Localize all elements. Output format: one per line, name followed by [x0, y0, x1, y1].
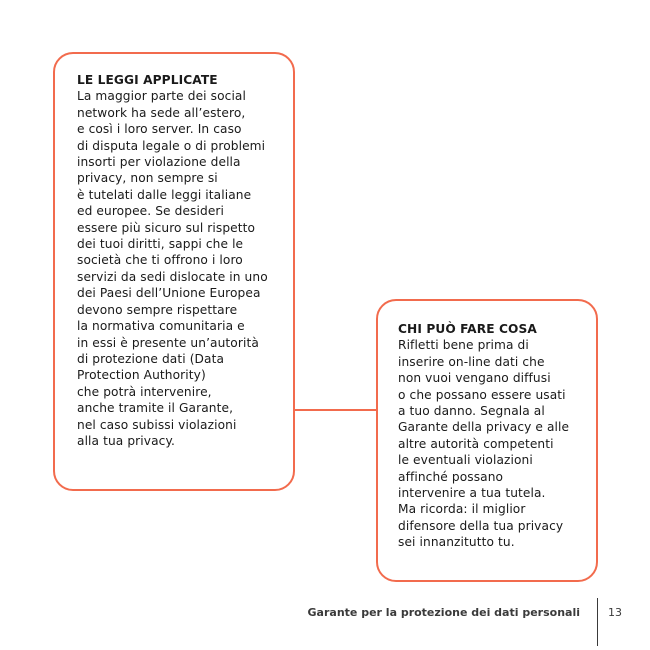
box-text-line: essere più sicuro sul rispetto — [77, 220, 256, 235]
box-text-line: nel caso subissi violazioni — [77, 417, 237, 432]
box-text-line: alla tua privacy. — [77, 433, 175, 448]
box-text-line: inserire on-line dati che — [398, 354, 545, 369]
box-text-line: le eventuali violazioni — [398, 453, 533, 468]
box-text-line: insorti per violazione della — [77, 155, 241, 170]
box-text-line: La maggior parte dei social — [77, 89, 246, 104]
box-text-line: a tuo danno. Segnala al — [398, 404, 545, 419]
box-text-line: o che possano essere usati — [398, 387, 566, 402]
box-text-line: che potrà intervenire, — [77, 384, 212, 399]
box-text-line: dei tuoi diritti, sappi che le — [77, 237, 244, 252]
box-text-line: servizi da sedi dislocate in uno — [77, 269, 268, 284]
box-text-line: Ma ricorda: il miglior — [398, 502, 526, 517]
box-text-line: anche tramite il Garante, — [77, 401, 234, 416]
box-body — [398, 337, 586, 550]
box-title: LE LEGGI APPLICATE — [77, 73, 218, 87]
box-text-line: società che ti offrono i loro — [77, 253, 243, 268]
box-text-line: la normativa comunitaria e — [77, 319, 245, 334]
box-text-line: devono sempre rispettare — [77, 302, 238, 317]
box-text-line: è tutelati dalle leggi italiane — [77, 187, 252, 202]
box-text-line: network ha sede all’estero, — [77, 105, 246, 120]
box-text-line: ed europee. Se desideri — [77, 204, 225, 219]
box-text-line: altre autorità competenti — [398, 436, 554, 451]
page-number: 13 — [608, 606, 622, 619]
footer-publisher: Garante per la protezione dei dati personali — [307, 606, 580, 619]
box-text-line: Rifletti bene prima di — [398, 338, 529, 353]
box-text-line: sei innanzitutto tu. — [398, 535, 515, 550]
box-text-line: e così i loro server. In caso — [77, 122, 242, 137]
box-text-line: Garante della privacy e alle — [398, 420, 570, 435]
box-text-line: intervenire a tua tutela. — [398, 486, 546, 501]
box-text-line: difensore della tua privacy — [398, 518, 564, 533]
box-text-line: non vuoi vengano diffusi — [398, 371, 551, 386]
footer-divider — [597, 598, 598, 646]
box-text-line: dei Paesi dell’Unione Europea — [77, 286, 261, 301]
box-text-line: privacy, non sempre si — [77, 171, 218, 186]
box-text-line: Protection Authority) — [77, 368, 206, 383]
box-text-line: in essi è presente un’autorità — [77, 335, 259, 350]
info-box-leggi-applicate — [53, 52, 295, 491]
box-body — [77, 88, 277, 449]
info-box-chi-puo-fare-cosa — [376, 299, 598, 582]
box-text-line: affinché possano — [398, 469, 504, 484]
box-text-line: di disputa legale o di problemi — [77, 138, 266, 153]
connector-line — [294, 409, 378, 411]
box-title: CHI PUÒ FARE COSA — [398, 322, 537, 336]
box-text-line: di protezione dati (Data — [77, 351, 225, 366]
